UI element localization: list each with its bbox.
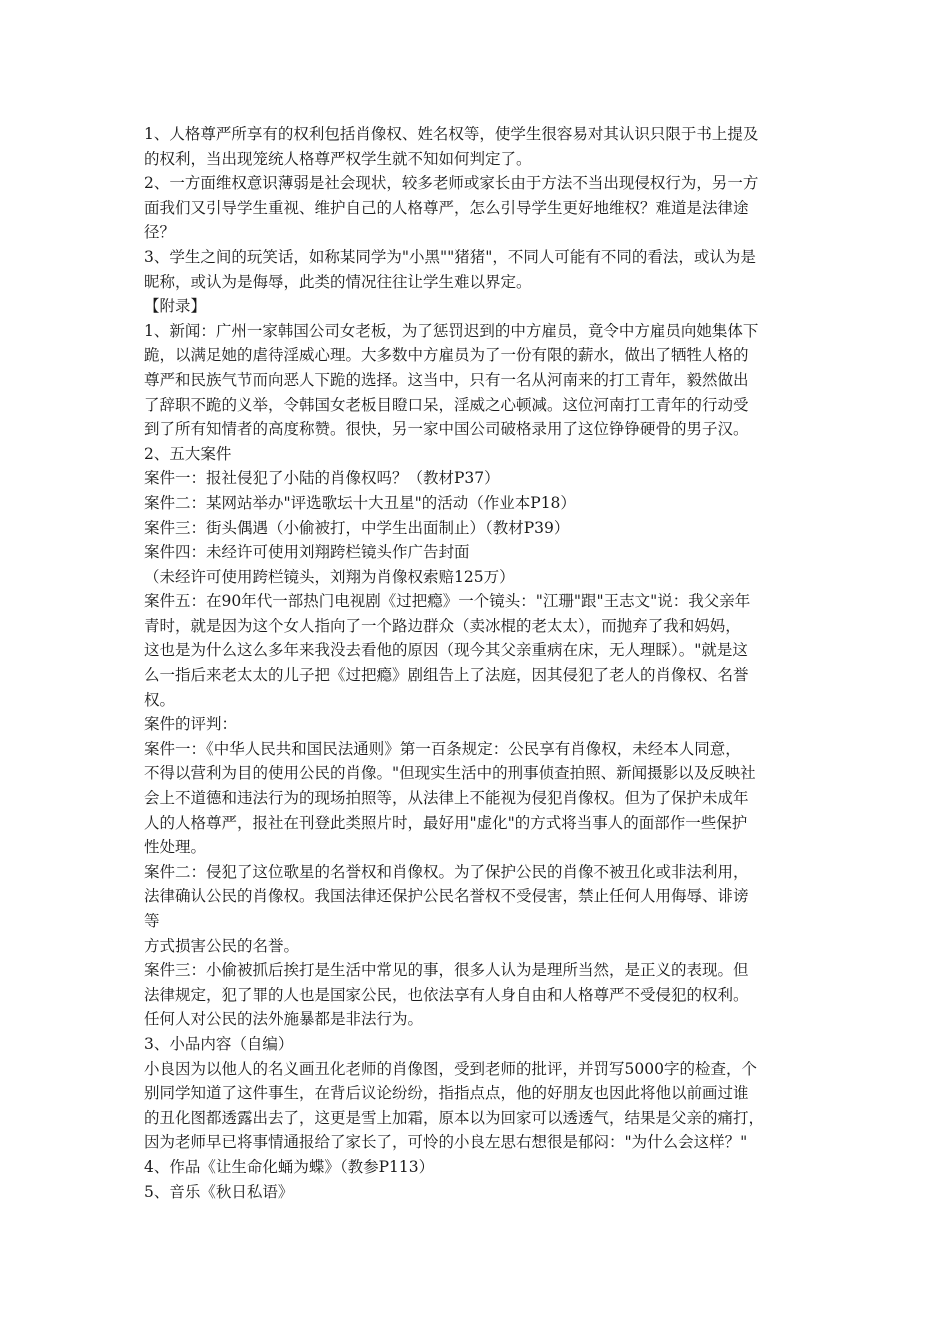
text-line: 4、作品《让生命化蛹为蝶》（教参P113） (144, 1157, 435, 1176)
text-line: 2、五大案件 (144, 444, 232, 463)
text-line: 任何人对公民的法外施暴都是非法行为。 (144, 1010, 424, 1029)
document-body (144, 122, 814, 1204)
text-line: 方式损害公民的名誉。 (144, 936, 300, 955)
text-line: 5、音乐《秋日私语》 (144, 1182, 294, 1201)
text-line: 权。 (144, 690, 176, 709)
text-line: 2、一方面维权意识薄弱是社会现状，较多老师或家长由于方法不当出现侵权行为，另一方 (144, 174, 759, 193)
text-line: 因为老师早已将事情通报给了家长了，可怜的小良左思右想很是郁闷："为什么会这样？" (144, 1133, 748, 1152)
text-line: 昵称，或认为是侮辱，此类的情况往往让学生难以界定。 (144, 272, 532, 291)
text-line: 到了所有知情者的高度称赞。很快，另一家中国公司破格录用了这位铮铮硬骨的男子汉。 (144, 420, 749, 439)
text-line: 这也是为什么这么多年来我没去看他的原因（现今其父亲重病在床，无人理睬）。"就是这 (144, 641, 748, 660)
text-line: 法律确认公民的肖像权。我国法律还保护公民名誉权不受侵害，禁止任何人用侮辱、诽谤 (144, 887, 749, 906)
text-line: 等 (144, 912, 160, 930)
text-line: 么一指后来老太太的儿子把《过把瘾》剧组告上了法庭，因其侵犯了老人的肖像权、名誉 (144, 666, 749, 685)
text-line: 案件的评判： (144, 715, 238, 734)
text-line: 了辞职不跪的义举，令韩国女老板目瞪口呆，淫威之心顿减。这位河南打工青年的行动受 (144, 395, 749, 414)
text-line: 案件一：报社侵犯了小陆的肖像权吗？（教材P37） (144, 469, 500, 488)
text-line: 3、学生之间的玩笑话，如称某同学为"小黑""猪猪"，不同人可能有不同的看法，或认为是 (144, 247, 756, 266)
text-line: 的丑化图都透露出去了，这更是雪上加霜，原本以为回家可以透透气，结果是父亲的痛打， (144, 1108, 765, 1127)
text-line: （未经许可使用跨栏镜头，刘翔为肖像权索赔125万） (144, 567, 515, 586)
text-line: 案件一：《中华人民共和国民法通则》第一百条规定：公民享有肖像权，未经本人同意， (144, 739, 741, 758)
text-line: 小良因为以他人的名义画丑化老师的肖像图，受到老师的批评，并罚写5000字的检查，个 (144, 1059, 757, 1078)
text-line: 会上不道德和违法行为的现场拍照等，从法律上不能视为侵犯肖像权。但为了保护未成年 (144, 789, 749, 808)
text-line: 3、小品内容（自编） (144, 1034, 294, 1053)
section-heading: 【附录】 (144, 297, 207, 316)
text-line: 案件二：侵犯了这位歌星的名誉权和肖像权。为了保护公民的肖像不被丑化或非法利用， (144, 862, 749, 881)
text-line: 人的人格尊严，报社在刊登此类照片时，最好用"虚化"的方式将当事人的面部作一些保护 (144, 813, 748, 832)
text-line: 青时，就是因为这个女人指向了一个路边群众（卖冰棍的老太太），而抛弃了我和妈妈， (144, 616, 741, 635)
text-line: 案件五：在90年代一部热门电视剧《过把瘾》一个镜头："江珊"跟"王志文"说：我父亲年 (144, 592, 751, 611)
text-line: 跪，以满足她的虐待淫威心理。大多数中方雇员为了一份有限的薪水，做出了牺牲人格的 (144, 346, 749, 365)
text-line: 案件三：小偷被抓后挨打是生活中常见的事，很多人认为是理所当然，是正义的表现。但 (144, 961, 749, 980)
text-line: 性处理。 (144, 838, 207, 857)
text-line: 面我们又引导学生重视、维护自己的人格尊严，怎么引导学生更好地维权？难道是法律途 (144, 198, 749, 217)
text-line: 法律规定，犯了罪的人也是国家公民，也依法享有人身自由和人格尊严不受侵犯的权利。 (144, 985, 749, 1004)
text-line: 别同学知道了这件事生，在背后议论纷纷，指指点点，他的好朋友也因此将他以前画过谁 (144, 1084, 749, 1103)
text-line: 1、新闻：广州一家韩国公司女老板，为了惩罚迟到的中方雇员，竟令中方雇员向她集体下 (144, 321, 759, 340)
text-line: 不得以营利为目的使用公民的肖像。"但现实生活中的刑事侦查拍照、新闻摄影以及反映社 (144, 764, 756, 783)
text-line: 径？ (144, 223, 176, 242)
text-line: 案件四：未经许可使用刘翔跨栏镜头作广告封面 (144, 543, 470, 562)
text-line: 案件三：街头偶遇（小偷被打，中学生出面制止）（教材P39） (144, 518, 570, 537)
text-line: 的权利，当出现笼统人格尊严权学生就不知如何判定了。 (144, 149, 532, 168)
text-line: 案件二：某网站举办"评选歌坛十大丑星"的活动（作业本P18） (144, 493, 576, 512)
text-line: 尊严和民族气节而向恶人下跪的选择。这当中，只有一名从河南来的打工青年，毅然做出 (144, 370, 749, 389)
text-line: 1、人格尊严所享有的权利包括肖像权、姓名权等，使学生很容易对其认识只限于书上提及 (144, 125, 759, 143)
